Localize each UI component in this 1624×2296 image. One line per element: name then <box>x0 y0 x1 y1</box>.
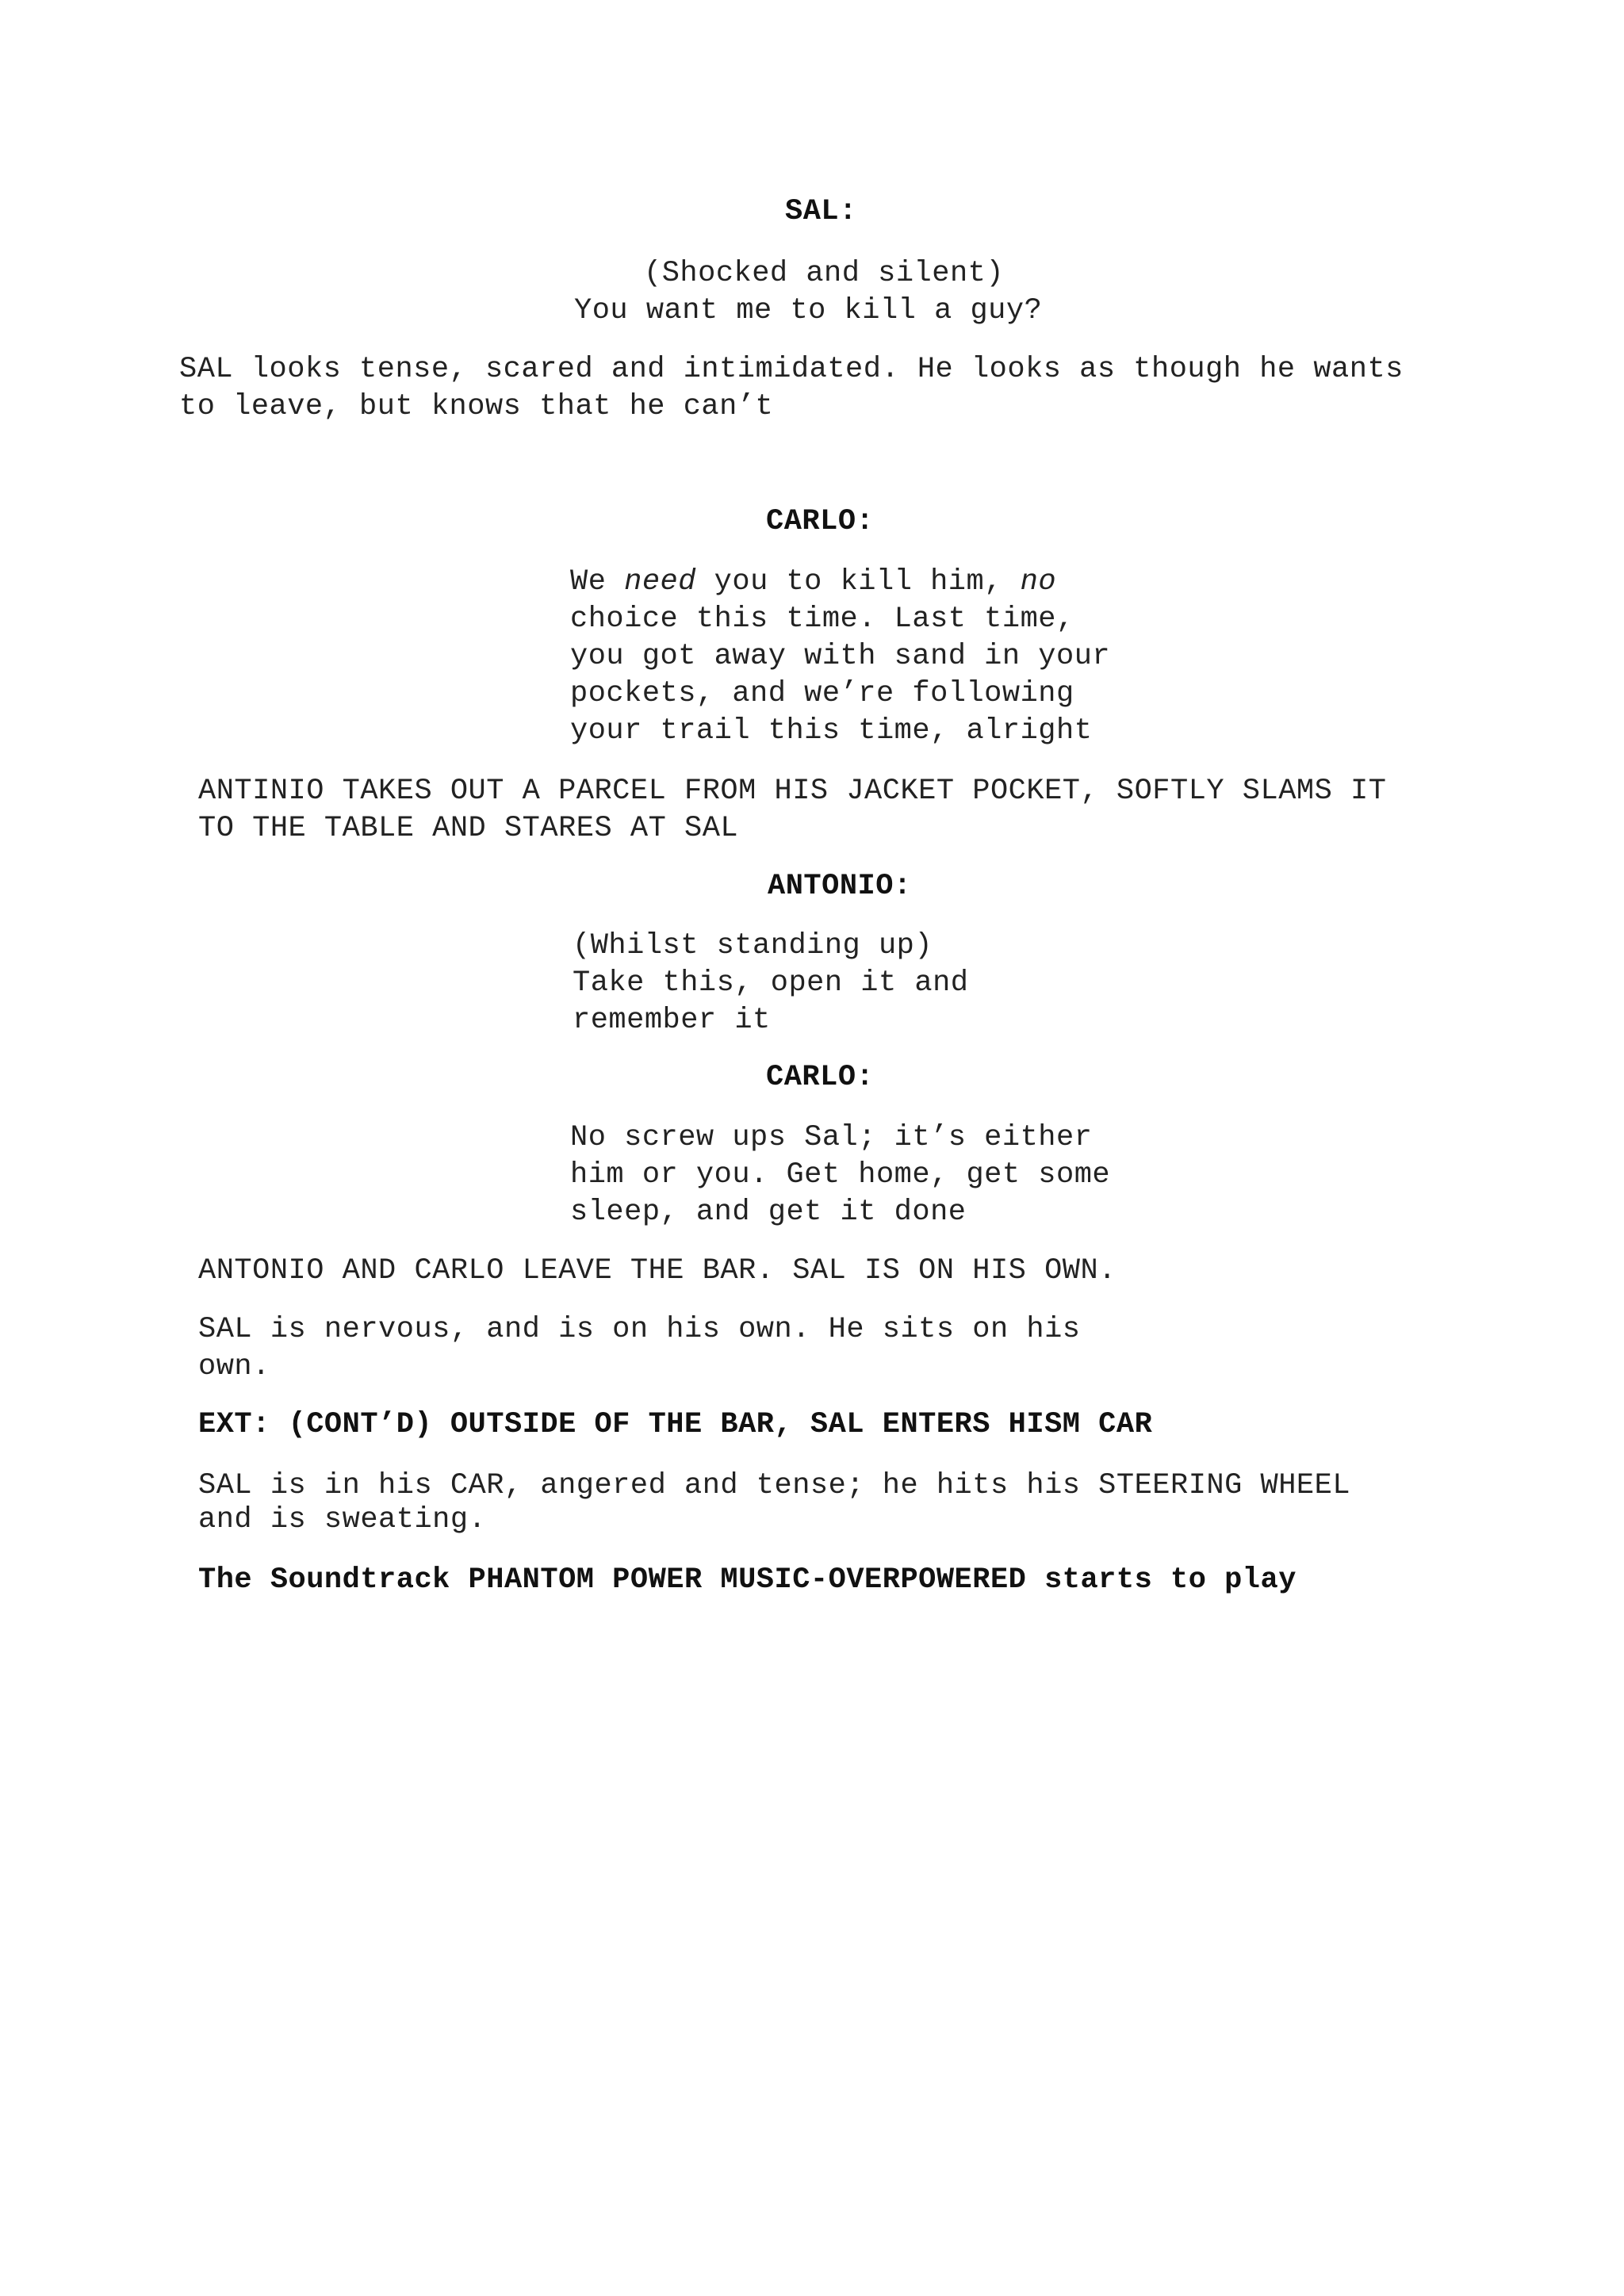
action-line: SAL looks tense, scared and intimidated. He looks as though he wants <box>179 353 1404 386</box>
action-line: own. <box>198 1350 270 1383</box>
dialogue-line: you got away with sand in your <box>570 640 1111 673</box>
parenthetical: (Shocked and silent) <box>644 257 1005 290</box>
dialogue-line: him or you. Get home, get some <box>570 1158 1111 1192</box>
dialogue-line: pockets, and we’re following <box>570 677 1074 710</box>
character-name-sal: SAL: <box>785 195 857 228</box>
character-name-carlo: CARLO: <box>766 1061 875 1094</box>
dialogue-line: You want me to kill a guy? <box>574 294 1043 327</box>
scene-heading: EXT: (CONT’D) OUTSIDE OF THE BAR, SAL ENTERS HISM CAR <box>198 1408 1153 1441</box>
dialogue-line: sleep, and get it done <box>570 1196 967 1229</box>
dialogue-line: your trail this time, alright <box>570 714 1093 748</box>
dialogue-line: Take this, open it and <box>573 966 969 1000</box>
emphasis-text: need <box>624 565 696 599</box>
emphasis-text: no <box>1020 565 1057 599</box>
action-line: TO THE TABLE AND STARES AT SAL <box>198 812 739 845</box>
dialogue-line <box>570 564 1056 601</box>
action-line: ANTINIO TAKES OUT A PARCEL FROM HIS JACKET POCKET, SOFTLY SLAMS IT <box>198 775 1387 808</box>
character-name-carlo: CARLO: <box>766 505 875 538</box>
dialogue-line: No screw ups Sal; it’s either <box>570 1121 1093 1154</box>
action-line: ANTONIO AND CARLO LEAVE THE BAR. SAL IS ON HIS OWN. <box>198 1254 1116 1288</box>
action-line: to leave, but knows that he can’t <box>179 390 774 423</box>
action-line: and is sweating. <box>198 1503 487 1536</box>
action-line: SAL is in his CAR, angered and tense; he hits his STEERING WHEEL <box>198 1469 1351 1502</box>
dialogue-line: choice this time. Last time, <box>570 603 1074 636</box>
dialogue-fragment: We <box>570 565 625 599</box>
character-name-antonio: ANTONIO: <box>768 870 912 903</box>
parenthetical: (Whilst standing up) <box>573 929 933 962</box>
soundtrack-note: The Soundtrack PHANTOM POWER MUSIC-OVERPOWERED starts to play <box>198 1563 1297 1597</box>
dialogue-line: remember it <box>573 1004 771 1037</box>
dialogue-fragment: you to kill him, <box>695 565 1021 599</box>
action-line: SAL is nervous, and is on his own. He sits on his <box>198 1313 1081 1346</box>
